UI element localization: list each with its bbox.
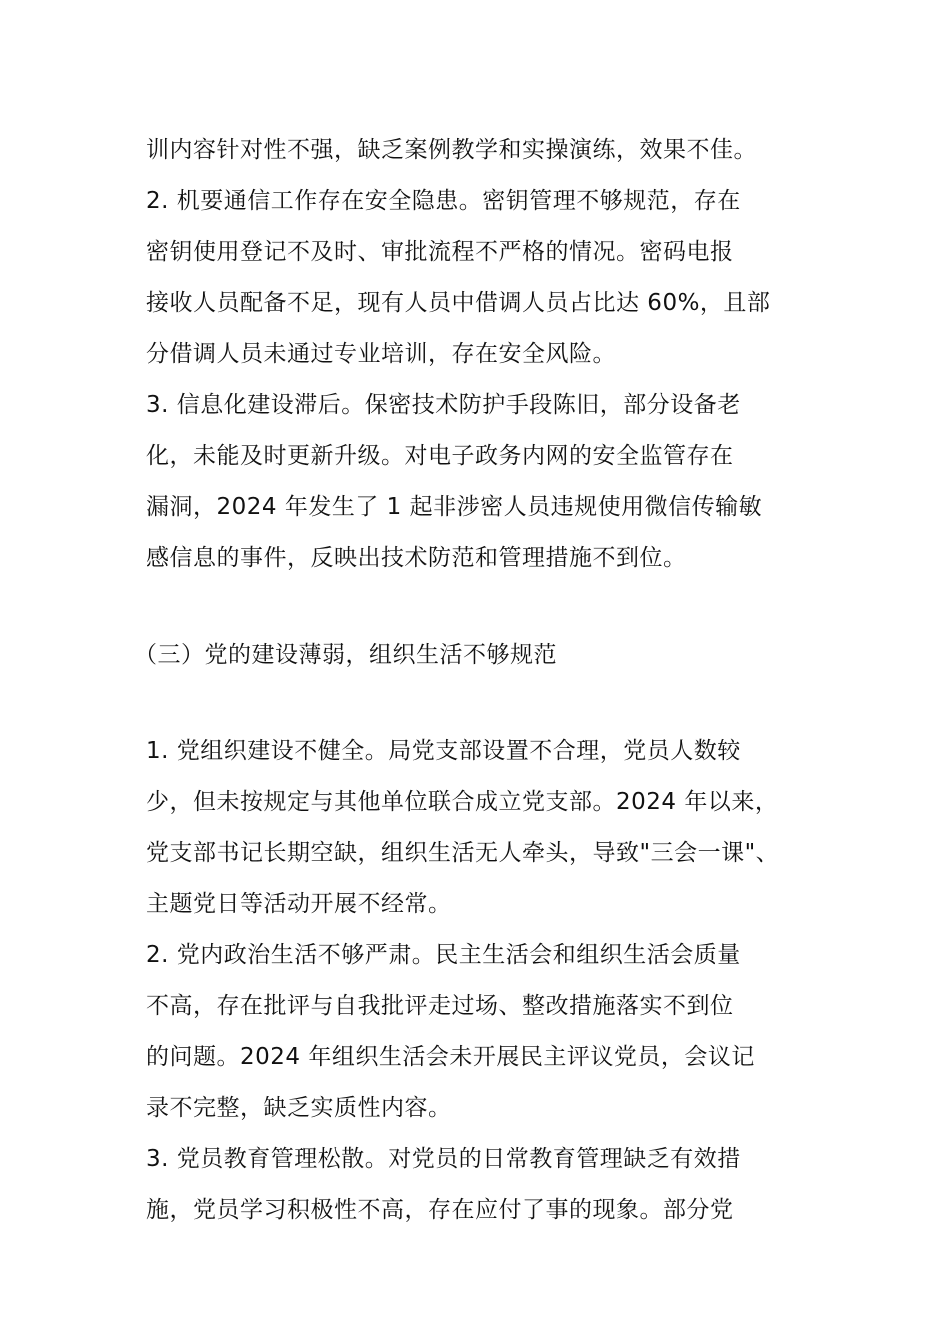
- text-line: 主题党日等活动开展不经常。: [146, 891, 452, 917]
- text-line: 密钥使用登记不及时、审批流程不严格的情况。密码电报: [146, 239, 734, 265]
- text-line: 的问题。2024 年组织生活会未开展民主评议党员，会议记: [146, 1044, 755, 1070]
- paragraph-block-2: [146, 726, 826, 1236]
- text-line: 不高，存在批评与自我批评走过场、整改措施落实不到位: [146, 993, 734, 1019]
- text-line: 分借调人员未通过专业培训，存在安全风险。: [146, 341, 616, 367]
- text-line: 接收人员配备不足，现有人员中借调人员占比达 60%，且部: [146, 290, 771, 316]
- paragraph-block-1: [146, 125, 826, 584]
- text-line: 2. 机要通信工作存在安全隐患。密钥管理不够规范，存在: [146, 188, 741, 214]
- section-spacer: [146, 584, 826, 630]
- text-line: 党支部书记长期空缺，组织生活无人牵头，导致"三会一课"、: [146, 840, 780, 866]
- text-line: 录不完整，缺乏实质性内容。: [146, 1095, 452, 1121]
- text-line: 漏洞，2024 年发生了 1 起非涉密人员违规使用微信传输敏: [146, 494, 763, 520]
- section-heading: （三）党的建设薄弱，组织生活不够规范: [134, 642, 557, 668]
- text-line: 1. 党组织建设不健全。局党支部设置不合理，党员人数较: [146, 738, 741, 764]
- text-line: 少，但未按规定与其他单位联合成立党支部。2024 年以来，: [146, 789, 779, 815]
- text-line: 3. 党员教育管理松散。对党员的日常教育管理缺乏有效措: [146, 1146, 741, 1172]
- text-line: 施，党员学习积极性不高，存在应付了事的现象。部分党: [146, 1197, 734, 1223]
- text-line: 2. 党内政治生活不够严肃。民主生活会和组织生活会质量: [146, 942, 741, 968]
- text-line: 训内容针对性不强，缺乏案例教学和实操演练，效果不佳。: [146, 137, 757, 163]
- text-line: 3. 信息化建设滞后。保密技术防护手段陈旧，部分设备老: [146, 392, 741, 418]
- text-line: 感信息的事件，反映出技术防范和管理措施不到位。: [146, 545, 687, 571]
- document-page: [134, 125, 826, 1236]
- section-spacer: [146, 681, 826, 726]
- text-line: 化，未能及时更新升级。对电子政务内网的安全监管存在: [146, 443, 734, 469]
